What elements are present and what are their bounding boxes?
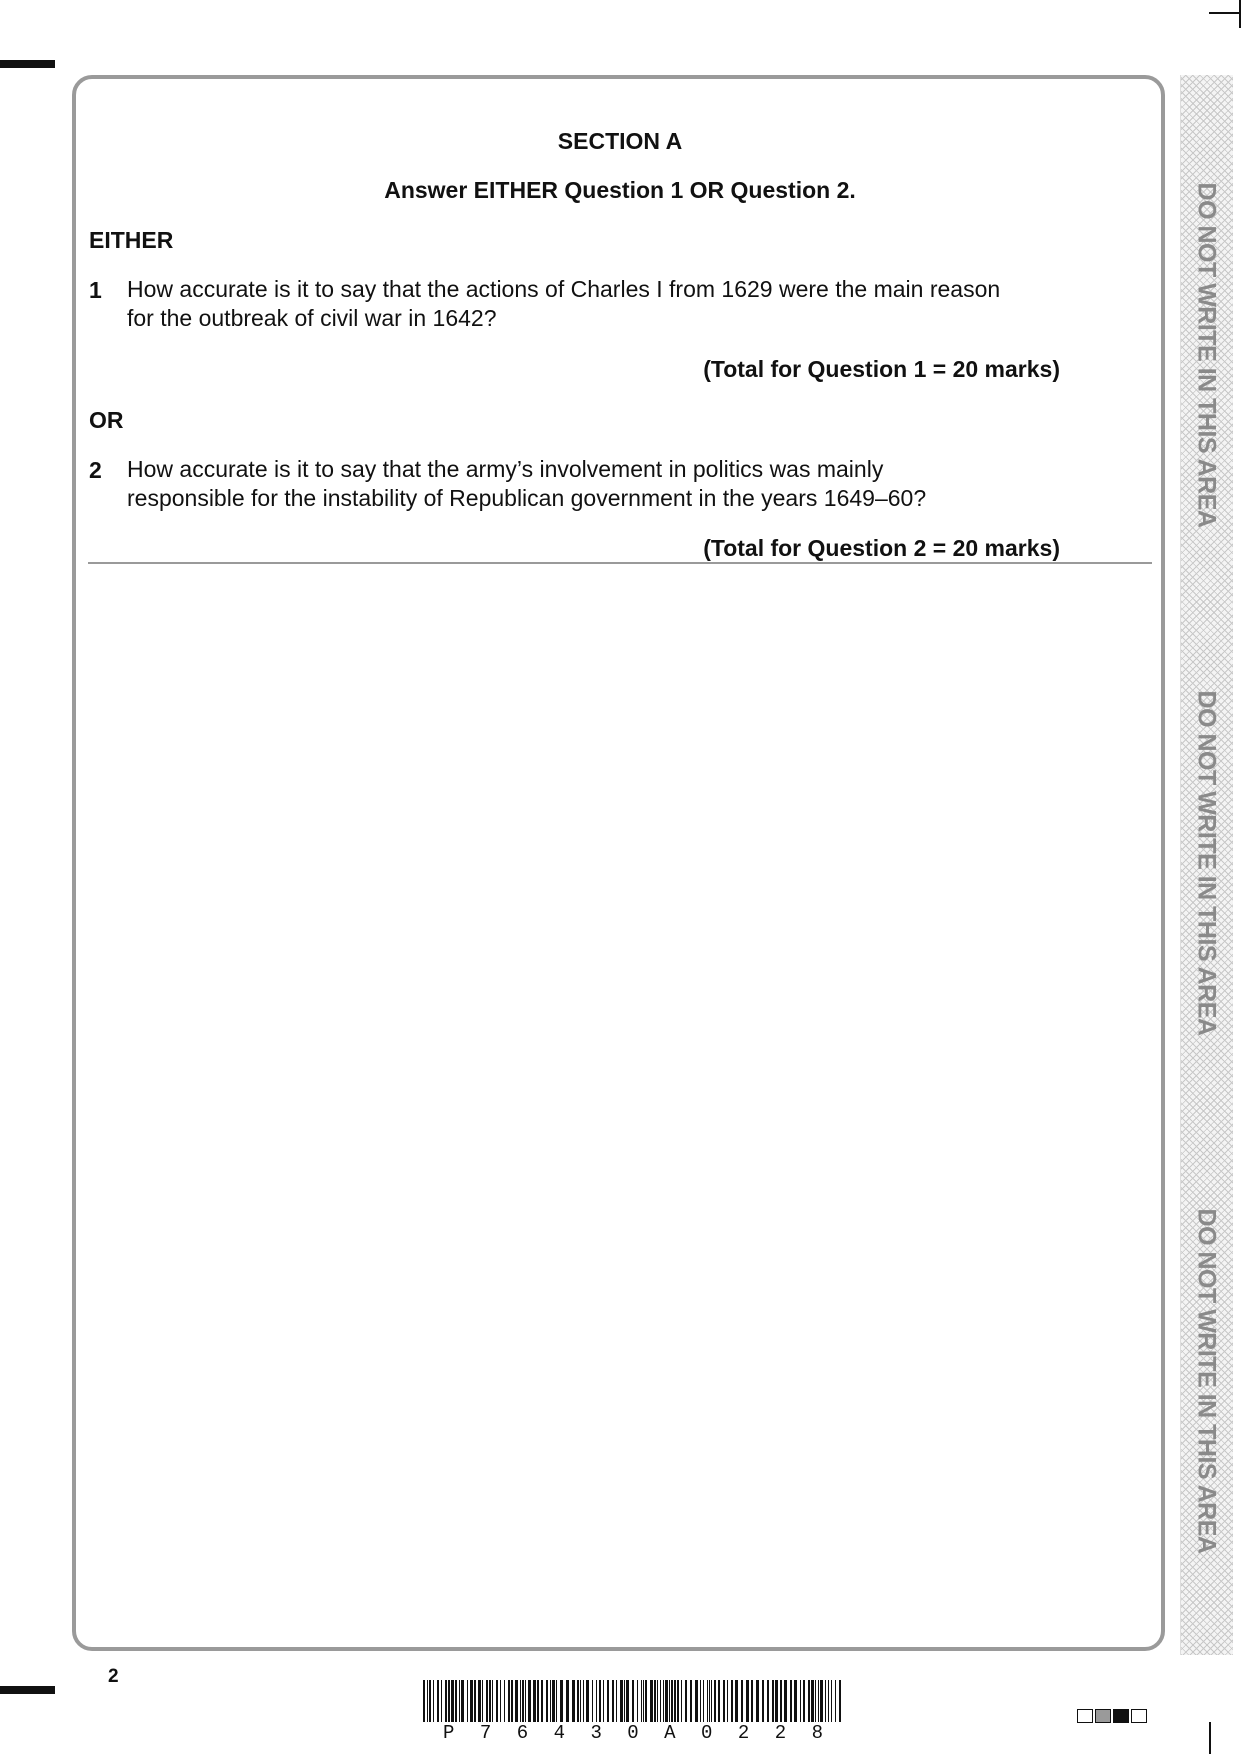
barcode-bar (700, 1680, 701, 1722)
barcode-bar (677, 1680, 679, 1722)
barcode-char: 6 (516, 1722, 529, 1744)
margin-warning-text: DO NOT WRITE IN THIS AREA (1192, 182, 1221, 528)
barcode-bar (671, 1680, 673, 1722)
barcode-bar (451, 1680, 454, 1722)
barcode-bar (496, 1680, 498, 1722)
crop-mark-bottom-right (1209, 1722, 1211, 1754)
barcode-bar (478, 1680, 481, 1722)
barcode-bar (665, 1680, 668, 1722)
marker-square (1077, 1709, 1093, 1723)
barcode-bar (599, 1680, 601, 1722)
barcode-char: 0 (627, 1722, 639, 1744)
barcode-bar (803, 1680, 805, 1722)
barcode-bar (645, 1680, 647, 1722)
barcode-bar (500, 1680, 501, 1722)
barcode-bar (577, 1680, 579, 1722)
barcode-bar (756, 1680, 759, 1722)
barcode-char: 7 (479, 1722, 492, 1744)
barcode-bar (839, 1680, 841, 1722)
barcode-bar (459, 1680, 460, 1722)
barcode-bar (709, 1680, 710, 1722)
barcode-char: 0 (701, 1722, 713, 1744)
barcode-bar (467, 1680, 468, 1722)
barcode-bar (780, 1680, 782, 1722)
barcode-bar (794, 1680, 797, 1722)
barcode-bar (461, 1680, 464, 1722)
barcode-bar (592, 1680, 593, 1722)
barcode-bar (515, 1680, 518, 1722)
margin-warning-text: DO NOT WRITE IN THIS AREA (1192, 690, 1221, 1036)
barcode-bar (641, 1680, 642, 1722)
barcode-bar (723, 1680, 725, 1722)
barcode-bar (427, 1680, 428, 1722)
barcode-bar (455, 1680, 457, 1722)
barcode-bar (695, 1680, 698, 1722)
page-number: 2 (108, 1666, 119, 1687)
barcode-bar (572, 1680, 575, 1722)
barcode-bar (566, 1680, 569, 1722)
barcode-bar (482, 1680, 483, 1722)
barcode-bar (586, 1680, 589, 1722)
barcode-bar (508, 1680, 510, 1722)
barcode-bar (433, 1680, 434, 1722)
barcode-char: A (664, 1722, 676, 1744)
barcode-bar (669, 1680, 670, 1722)
section-divider (88, 562, 1152, 564)
barcode-bar (546, 1680, 548, 1722)
barcode-bar (525, 1680, 526, 1722)
barcode-char: 8 (811, 1722, 823, 1744)
barcode-bar (616, 1680, 617, 1722)
crop-mark-top-right-horizontal (1209, 12, 1241, 14)
question-1-line: for the outbreak of civil war in 1642? (127, 305, 497, 331)
marker-square (1113, 1709, 1129, 1723)
barcode-bar (533, 1680, 536, 1722)
question-1-total-marks: (Total for Question 1 = 20 marks) (703, 356, 1060, 382)
barcode-bar (637, 1680, 638, 1722)
barcode-number (423, 1722, 843, 1744)
barcode-bar (751, 1680, 753, 1722)
barcode-bar (620, 1680, 623, 1722)
barcode-bar (537, 1680, 539, 1722)
question-1-number: 1 (89, 277, 102, 303)
barcode-bar (650, 1680, 653, 1722)
barcode-char: 2 (737, 1722, 750, 1744)
barcode-char: 3 (590, 1722, 602, 1744)
barcode-bar (474, 1680, 476, 1722)
barcode-bar (583, 1680, 584, 1722)
barcode-bar (550, 1680, 551, 1722)
barcode-bar (522, 1680, 524, 1722)
question-1-line: How accurate is it to say that the actions of Charles I from 1629 were the main reason (127, 276, 1001, 302)
barcode-bar (441, 1680, 442, 1722)
barcode-bar (596, 1680, 597, 1722)
barcode-graphic (423, 1680, 843, 1722)
barcode-bar (448, 1680, 450, 1722)
barcode-bar (556, 1680, 557, 1722)
barcode-bar (612, 1680, 614, 1722)
barcode-bar (657, 1680, 658, 1722)
barcode-bar (423, 1680, 425, 1722)
barcode-bar (811, 1680, 814, 1722)
barcode-bar (520, 1680, 521, 1722)
margin-warning-text: DO NOT WRITE IN THIS AREA (1192, 1208, 1221, 1554)
barcode-bar (511, 1680, 513, 1722)
barcode-char: 4 (553, 1722, 565, 1744)
barcode-bar (429, 1680, 431, 1722)
barcode-bar (767, 1680, 769, 1722)
barcode-bar (607, 1680, 609, 1722)
barcode-bar (492, 1680, 493, 1722)
barcode-bar (707, 1680, 708, 1722)
barcode-bar (808, 1680, 810, 1722)
barcode-bar (489, 1680, 491, 1722)
barcode-bar (580, 1680, 581, 1722)
barcode-bar (727, 1680, 728, 1722)
barcode-bar (775, 1680, 778, 1722)
barcode-bar (541, 1680, 543, 1722)
barcode-bar (660, 1680, 661, 1722)
barcode-char: 2 (774, 1722, 787, 1744)
barcode-bar (632, 1680, 634, 1722)
barcode-bar (800, 1680, 801, 1722)
question-2-number: 2 (89, 457, 102, 483)
barcode-bar (470, 1680, 473, 1722)
question-1-text (127, 275, 1067, 333)
barcode-bar (714, 1680, 716, 1722)
barcode-bar (560, 1680, 563, 1722)
question-2-total-marks: (Total for Question 2 = 20 marks) (703, 535, 1060, 561)
barcode-bar (784, 1680, 787, 1722)
barcode-bar (552, 1680, 555, 1722)
barcode-bar (685, 1680, 687, 1722)
barcode-bar (820, 1680, 823, 1722)
barcode-bar (746, 1680, 749, 1722)
barcode-bar (437, 1680, 439, 1722)
section-instruction: Answer EITHER Question 1 OR Question 2. (384, 177, 856, 203)
barcode-bar (762, 1680, 764, 1722)
barcode-bar (815, 1680, 816, 1722)
barcode-bar (486, 1680, 488, 1722)
barcode-bar (718, 1680, 720, 1722)
barcode-bar (825, 1680, 826, 1722)
page-marker-squares (1077, 1709, 1147, 1723)
barcode-bar (790, 1680, 792, 1722)
section-title: SECTION A (557, 128, 683, 154)
question-2-text (127, 455, 1067, 513)
barcode-bar (735, 1680, 738, 1722)
barcode-bar (624, 1680, 625, 1722)
question-2-line: How accurate is it to say that the army’s involvement in politics was mainly (127, 456, 884, 482)
marker-square (1131, 1709, 1147, 1723)
barcode-bar (828, 1680, 829, 1722)
barcode-bar (654, 1680, 656, 1722)
barcode-char: P (443, 1722, 455, 1744)
barcode-bar (681, 1680, 682, 1722)
marker-square (1095, 1709, 1111, 1723)
barcode-bar (445, 1680, 447, 1722)
barcode-bar (528, 1680, 531, 1722)
barcode-bar (504, 1680, 505, 1722)
question-2-line: responsible for the instability of Republican government in the years 1649–60? (127, 485, 927, 511)
barcode-bar (731, 1680, 733, 1722)
or-label: OR (89, 407, 124, 433)
registration-mark-left-top (0, 60, 55, 68)
barcode-bar (603, 1680, 604, 1722)
barcode-bar (818, 1680, 819, 1722)
barcode-bar (674, 1680, 676, 1722)
barcode-bar (690, 1680, 692, 1722)
barcode-bar (643, 1680, 644, 1722)
barcode-bar (711, 1680, 712, 1722)
barcode-bar (663, 1680, 664, 1722)
registration-mark-left-bottom (0, 1686, 55, 1694)
barcode-bar (831, 1680, 832, 1722)
barcode-bar (703, 1680, 704, 1722)
barcode-bar (772, 1680, 774, 1722)
barcode-bar (835, 1680, 836, 1722)
barcode-bar (741, 1680, 743, 1722)
either-label: EITHER (89, 227, 174, 253)
barcode-bar (626, 1680, 629, 1722)
